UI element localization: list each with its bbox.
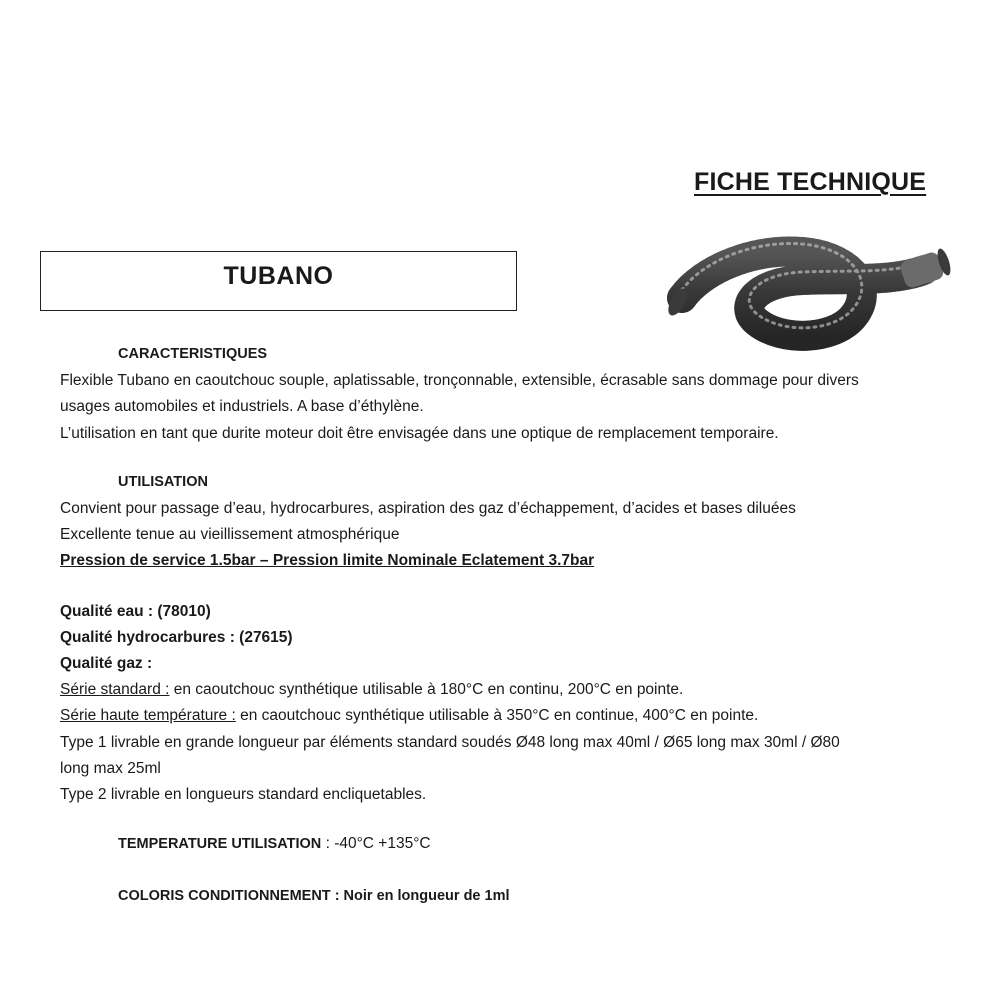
hose-image [662,230,952,360]
coloris-line: COLORIS CONDITIONNEMENT : Noir en longueur de 1ml [118,888,510,904]
serie-haute-text: en caoutchouc synthétique utilisable à 350°C en continue, 400°C en pointe. [235,707,759,724]
caracteristiques-line: usages automobiles et industriels. A base d’éthylène. [60,398,424,415]
qualite-eau: Qualité eau : (78010) [60,603,211,620]
type2-line: Type 2 livrable en longueurs standard encliquetables. [60,786,427,803]
pression-line: Pression de service 1.5bar – Pression limite Nominale Eclatement 3.7bar [60,552,595,569]
temperature-sep: : [321,835,335,852]
utilisation-line: Excellente tenue au vieillissement atmosphérique [60,526,400,543]
type1-line-cont: long max 25ml [60,760,161,777]
temperature-value: -40°C +135°C [334,835,431,852]
type1-line: Type 1 livrable en grande longueur par éléments standard soudés Ø48 long max 40ml / Ø65 long max 30ml / Ø80 [60,734,840,751]
caracteristiques-line: Flexible Tubano en caoutchouc souple, aplatissable, tronçonnable, extensible, écrasable sans dommage pour divers [60,372,859,389]
section-heading-caracteristiques: CARACTERISTIQUES [118,346,268,362]
temperature-label: TEMPERATURE UTILISATION [118,836,322,852]
section-heading-utilisation: UTILISATION [118,474,208,490]
document-title: FICHE TECHNIQUE [694,168,927,196]
serie-standard-line [60,677,683,703]
serie-standard-label: Série standard : [60,681,170,698]
serie-haute-label: Série haute température : [60,707,236,724]
qualite-gaz: Qualité gaz : [60,655,153,672]
product-name: TUBANO [223,262,334,290]
utilisation-line: Convient pour passage d’eau, hydrocarbures, aspiration des gaz d’échappement, d’acides et bases diluées [60,500,796,517]
serie-haute-line [60,703,758,729]
qualite-hydrocarbures: Qualité hydrocarbures : (27615) [60,629,293,646]
temperature-line [118,831,431,857]
caracteristiques-line: L’utilisation en tant que durite moteur doit être envisagée dans une optique de remplacement temporaire. [60,425,779,442]
serie-standard-text: en caoutchouc synthétique utilisable à 180°C en continu, 200°C en pointe. [169,681,684,698]
